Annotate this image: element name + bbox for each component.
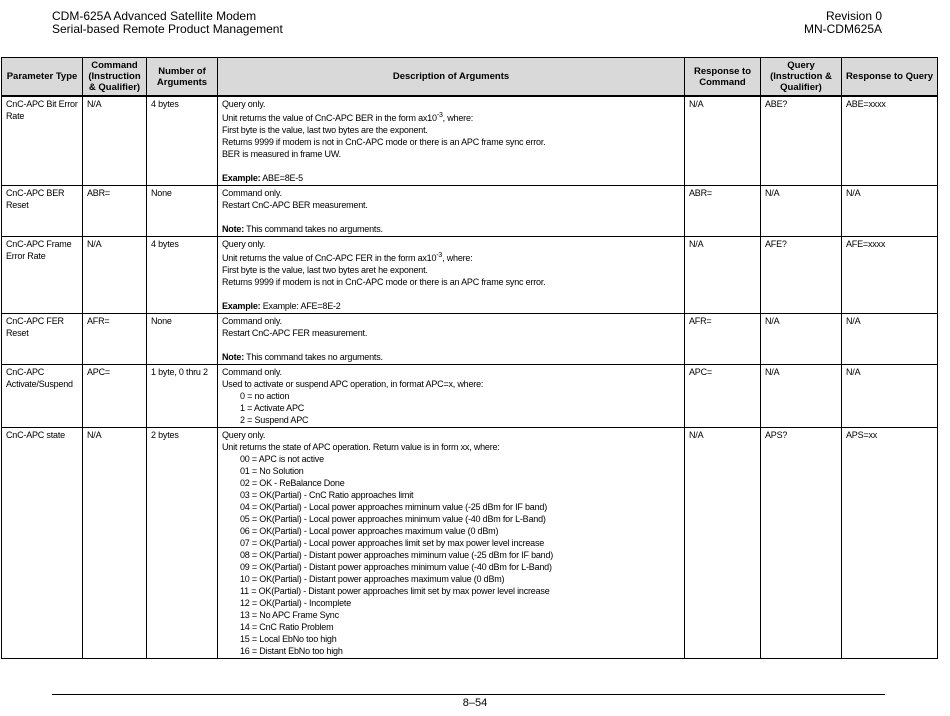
description-line xyxy=(222,110,680,124)
parameter-type-cell: CnC-APC FER Reset xyxy=(2,314,83,365)
command-table xyxy=(1,57,938,659)
option-line: 15 = Local EbNo too high xyxy=(240,634,337,644)
option-line: 0 = no action xyxy=(240,391,290,401)
description-text: Returns 9999 if modem is not in CnC-APC mode or there is an APC frame sync error. xyxy=(222,137,546,147)
arguments-cell: 4 bytes xyxy=(147,237,218,314)
note-text: ABE=8E-5 xyxy=(260,173,303,183)
note-label: Note: xyxy=(222,224,244,234)
note-line xyxy=(222,172,680,184)
response-cell: N/A xyxy=(685,428,761,659)
query-response-cell: ABE=xxxx xyxy=(842,96,938,186)
parameter-type-cell: CnC-APC Frame Error Rate xyxy=(2,237,83,314)
arguments-cell: 2 bytes xyxy=(147,428,218,659)
query-response-cell: APS=xx xyxy=(842,428,938,659)
description-line xyxy=(222,238,680,250)
option-line: 12 = OK(Partial) - Incomplete xyxy=(240,598,351,608)
exponent: -3 xyxy=(436,112,443,119)
description-text: Restart CnC-APC FER measurement. xyxy=(222,328,368,338)
exponent: -3 xyxy=(436,252,443,259)
description-text: BER is measured in frame UW. xyxy=(222,149,341,159)
description-text: Command only. xyxy=(222,367,282,377)
option-line: 1 = Activate APC xyxy=(240,403,305,413)
page-number: 8–54 xyxy=(462,697,488,709)
col-header: Number of Arguments xyxy=(147,58,218,97)
option-line: 2 = Suspend APC xyxy=(240,415,309,425)
description-line xyxy=(222,148,680,160)
description-text: Returns 9999 if modem is not in CnC-APC mode or there is an APC frame sync error. xyxy=(222,277,546,287)
command-cell: ABR= xyxy=(83,186,147,237)
description-text: Unit returns the state of APC operation. Return value is in form xx, where: xyxy=(222,442,500,452)
response-cell: AFR= xyxy=(685,314,761,365)
description-line xyxy=(222,264,680,276)
query-cell: N/A xyxy=(761,365,842,428)
option-line: 13 = No APC Frame Sync xyxy=(240,610,339,620)
description-line xyxy=(222,327,680,339)
note-label: Note: xyxy=(222,352,244,362)
doc-title: CDM-625A Advanced Satellite Modem xyxy=(52,9,257,23)
description-cell xyxy=(218,314,685,365)
query-cell: AFE? xyxy=(761,237,842,314)
description-cell xyxy=(218,186,685,237)
description-text: Restart CnC-APC BER measurement. xyxy=(222,200,368,210)
description-text: Query only. xyxy=(222,239,266,249)
description-text: Command only. xyxy=(222,188,282,198)
description-line xyxy=(222,199,680,211)
description-line xyxy=(222,429,680,441)
option-line: 14 = CnC Ratio Problem xyxy=(240,622,334,632)
table-row xyxy=(2,186,938,237)
doc-number: MN-CDM625A xyxy=(803,22,882,36)
table-row xyxy=(2,96,938,186)
command-cell: N/A xyxy=(83,237,147,314)
description-line xyxy=(222,250,680,264)
option-line: 00 = APC is not active xyxy=(240,454,324,464)
response-cell: N/A xyxy=(685,96,761,186)
note-text: Example: AFE=8E-2 xyxy=(260,301,341,311)
description-cell xyxy=(218,428,685,659)
arguments-cell: 4 bytes xyxy=(147,96,218,186)
description-line xyxy=(222,315,680,327)
doc-header-left xyxy=(52,10,283,36)
description-cell xyxy=(218,96,685,186)
option-line: 06 = OK(Partial) - Local power approaches maximum value (0 dBm) xyxy=(240,526,499,536)
note-label: Example: xyxy=(222,301,261,311)
option-line: 11 = OK(Partial) - Distant power approaches limit set by max power level increase xyxy=(240,586,550,596)
parameter-type-cell: CnC-APC Activate/Suspend xyxy=(2,365,83,428)
query-cell: APS? xyxy=(761,428,842,659)
note-line xyxy=(222,223,680,235)
revision: Revision 0 xyxy=(825,9,882,23)
doc-header-right xyxy=(804,10,882,36)
description-text: First byte is the value, last two bytes aret he exponent. xyxy=(222,265,428,275)
table-header-row xyxy=(2,58,938,97)
col-header: Parameter Type xyxy=(2,58,83,97)
arguments-cell: None xyxy=(147,186,218,237)
table-row xyxy=(2,237,938,314)
description-text: First byte is the value, last two bytes are the exponent. xyxy=(222,125,428,135)
query-response-cell: N/A xyxy=(842,314,938,365)
option-line: 07 = OK(Partial) - Local power approaches limit set by max power level increase xyxy=(240,538,545,548)
description-cell xyxy=(218,237,685,314)
description-line xyxy=(222,378,680,390)
arguments-cell: None xyxy=(147,314,218,365)
note-text: This command takes no arguments. xyxy=(244,352,383,362)
description-line xyxy=(222,366,680,378)
description-line xyxy=(222,441,680,453)
query-cell: N/A xyxy=(761,314,842,365)
col-header: Query (Instruction & Qualifier) xyxy=(761,58,842,97)
option-line: 01 = No Solution xyxy=(240,466,304,476)
option-line: 16 = Distant EbNo too high xyxy=(240,646,343,656)
doc-subtitle: Serial-based Remote Product Management xyxy=(52,22,283,36)
description-text: Query only. xyxy=(222,99,266,109)
table-row xyxy=(2,365,938,428)
description-text: Query only. xyxy=(222,430,266,440)
table-row xyxy=(2,314,938,365)
command-cell: AFR= xyxy=(83,314,147,365)
command-cell: N/A xyxy=(83,96,147,186)
parameter-type-cell: CnC-APC Bit Error Rate xyxy=(2,96,83,186)
option-line: 04 = OK(Partial) - Local power approaches miminum value (-25 dBm for IF band) xyxy=(240,502,547,512)
query-cell: N/A xyxy=(761,186,842,237)
note-text: This command takes no arguments. xyxy=(244,224,383,234)
description-text: Command only. xyxy=(222,316,282,326)
description-text: Unit returns the value of CnC-APC FER in the form ax10 xyxy=(222,253,437,263)
parameter-type-cell: CnC-APC state xyxy=(2,428,83,659)
option-line: 03 = OK(Partial) - CnC Ratio approaches limit xyxy=(240,490,414,500)
col-header: Response to Query xyxy=(842,58,938,97)
option-line: 02 = OK - ReBalance Done xyxy=(240,478,345,488)
col-header: Description of Arguments xyxy=(218,58,685,97)
description-text: , where: xyxy=(442,113,474,123)
note-label: Example: xyxy=(222,173,261,183)
command-cell: N/A xyxy=(83,428,147,659)
query-response-cell: N/A xyxy=(842,186,938,237)
col-header: Command (Instruction & Qualifier) xyxy=(83,58,147,97)
arguments-cell: 1 byte, 0 thru 2 xyxy=(147,365,218,428)
table-row xyxy=(2,428,938,659)
parameter-type-cell: CnC-APC BER Reset xyxy=(2,186,83,237)
col-header: Response to Command xyxy=(685,58,761,97)
description-line xyxy=(222,136,680,148)
note-line xyxy=(222,300,680,312)
description-cell xyxy=(218,365,685,428)
description-line xyxy=(222,98,680,110)
option-line: 05 = OK(Partial) - Local power approaches minimum value (-40 dBm for L-Band) xyxy=(240,514,546,524)
note-line xyxy=(222,351,680,363)
option-line: 09 = OK(Partial) - Distant power approaches minimum value (-40 dBm for L-Band) xyxy=(240,562,552,572)
query-cell: ABE? xyxy=(761,96,842,186)
response-cell: ABR= xyxy=(685,186,761,237)
description-text: Used to activate or suspend APC operation, in format APC=x, where: xyxy=(222,379,484,389)
command-cell: APC= xyxy=(83,365,147,428)
query-response-cell: N/A xyxy=(842,365,938,428)
description-line xyxy=(222,276,680,288)
response-cell: N/A xyxy=(685,237,761,314)
query-response-cell: AFE=xxxx xyxy=(842,237,938,314)
option-line: 10 = OK(Partial) - Distant power approaches maximum value (0 dBm) xyxy=(240,574,505,584)
footer-rule xyxy=(52,694,885,695)
description-text: Unit returns the value of CnC-APC BER in the form ax10 xyxy=(222,113,437,123)
option-line: 08 = OK(Partial) - Distant power approaches miminum value (-25 dBm for IF band) xyxy=(240,550,554,560)
description-line xyxy=(222,124,680,136)
description-text: , where: xyxy=(442,253,473,263)
description-line xyxy=(222,187,680,199)
response-cell: APC= xyxy=(685,365,761,428)
